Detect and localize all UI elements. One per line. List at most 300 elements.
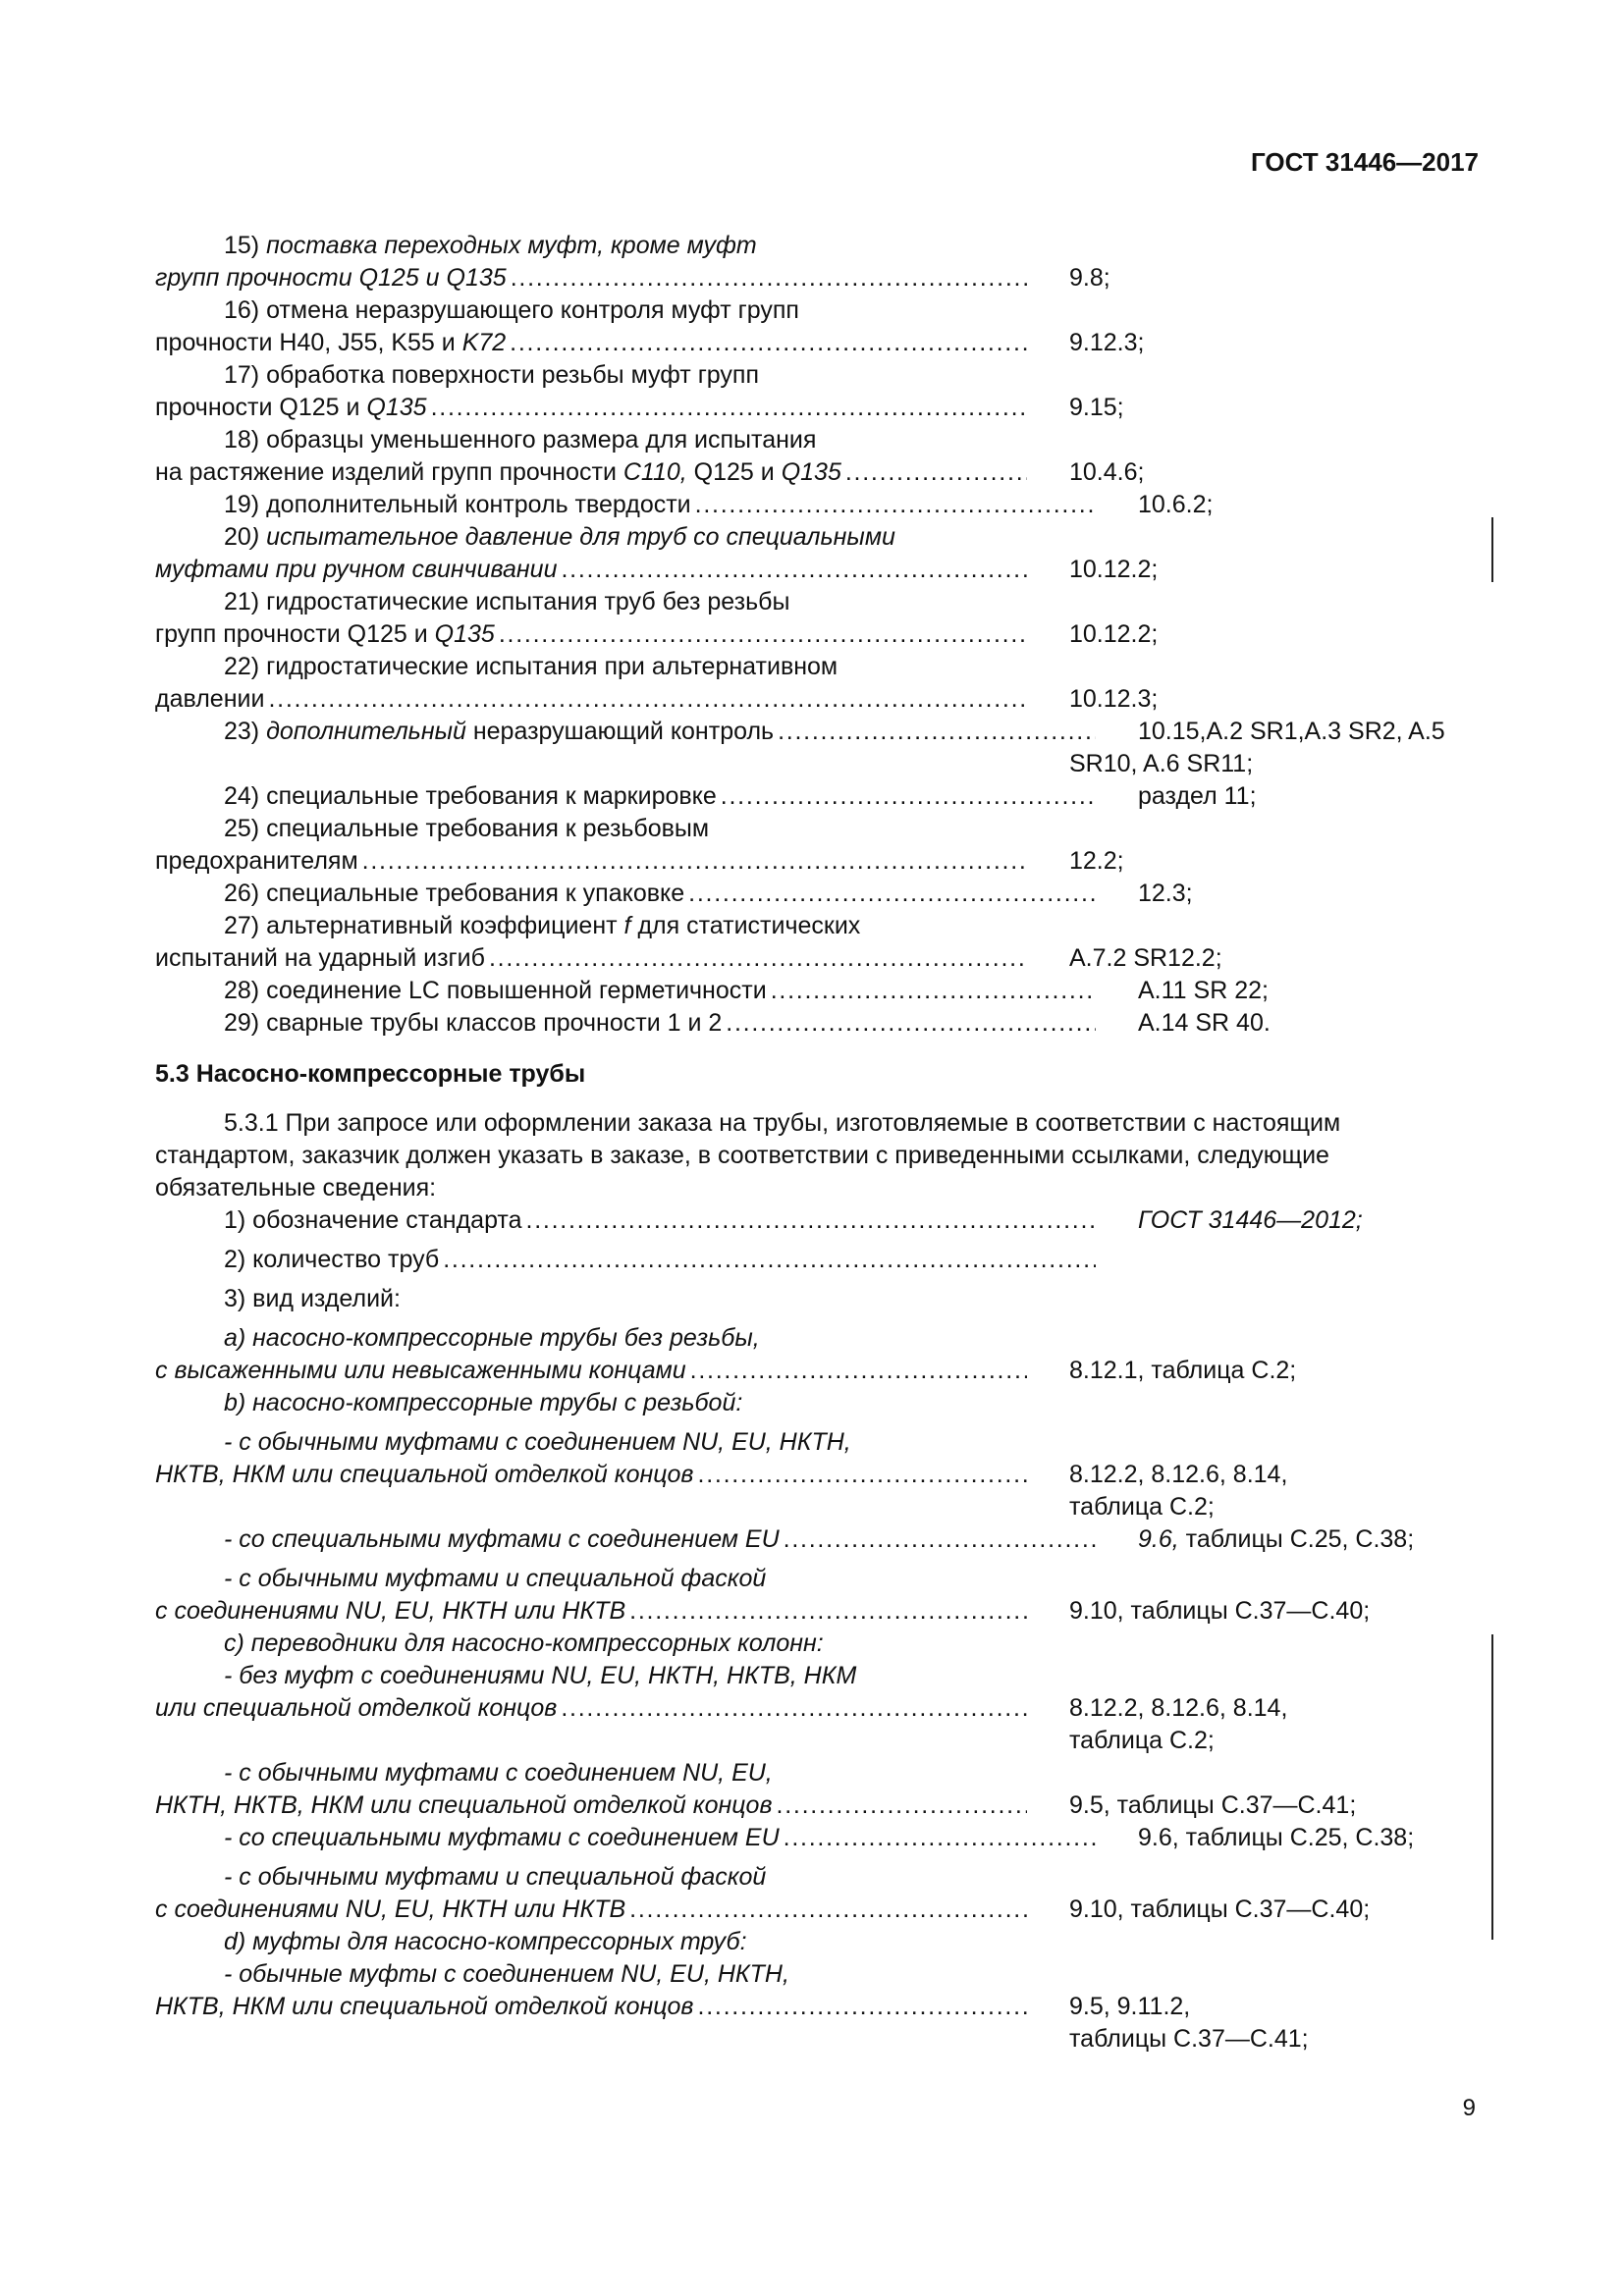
order-item [155, 359, 1481, 424]
item-reference: таблица С.2; [1069, 1493, 1215, 1521]
item-text [155, 1822, 1096, 1854]
item-reference [1138, 359, 1516, 392]
item-reference [1138, 586, 1516, 618]
item-text [155, 1991, 1027, 2023]
item-text [155, 1595, 1027, 1628]
item-text [155, 554, 1027, 586]
text-run: - с обычными муфтами с соединением NU, EU, НКТН, [224, 1428, 851, 1456]
item-label [155, 1789, 773, 1822]
text-run: НКТВ, НКМ или специальной отделкой концов [155, 1993, 694, 2020]
text-run: 2) количество труб [224, 1246, 440, 1273]
item-reference [1138, 1283, 1516, 1315]
text-run: 18) образцы уменьшенного размера для испытания [224, 426, 817, 454]
item-text [155, 910, 1096, 942]
item-line [155, 748, 1481, 780]
item-label [155, 262, 507, 294]
order-item [155, 1523, 1481, 1556]
item-line [155, 327, 1481, 359]
item-text [155, 521, 1096, 554]
order-item [155, 1283, 1481, 1315]
text-run: 1) обозначение стандарта [224, 1206, 522, 1234]
order-item [155, 1958, 1481, 2056]
text-run: 27) альтернативный коэффициент [224, 912, 624, 939]
item-label [224, 1629, 824, 1657]
item-text [155, 294, 1096, 327]
page-number: 9 [1462, 2095, 1476, 2121]
item-text [155, 1387, 1096, 1419]
item-line [155, 262, 1481, 294]
item-label [224, 780, 717, 813]
order-items-list-top [155, 230, 1481, 1040]
item-line [155, 1355, 1481, 1387]
text-run: с соединениями NU, EU, НКТН или НКТВ [155, 1896, 626, 1923]
dot-leader [510, 327, 1027, 359]
text-run: для статистических [630, 912, 861, 939]
item-reference [1138, 230, 1516, 262]
item-line [155, 230, 1481, 262]
order-item [155, 1007, 1481, 1040]
dot-leader [268, 683, 1027, 716]
order-item [155, 1628, 1481, 1660]
item-line [155, 1660, 1481, 1692]
text-run: или специальной отделкой концов [155, 1694, 558, 1722]
item-line [155, 910, 1481, 942]
text-run: 17) обработка поверхности резьбы муфт групп [224, 361, 760, 389]
item-reference: 9.12.3; [1069, 329, 1145, 356]
text-run: C110, [622, 458, 687, 486]
item-text [155, 942, 1027, 975]
text-run: 22) гидростатические испытания при альтернативном [224, 653, 839, 680]
item-line [155, 1563, 1481, 1595]
text-run: Q135 [781, 458, 841, 486]
text-run: c) переводники для насосно-компрессорных колонн: [224, 1629, 824, 1657]
item-label [224, 1244, 439, 1276]
order-item [155, 975, 1481, 1007]
item-reference: 8.12.2, 8.12.6, 8.14, [1069, 1461, 1288, 1488]
item-text [155, 1660, 1096, 1692]
text-run: с высаженными или невысаженными концами [155, 1357, 686, 1384]
item-line [155, 1244, 1481, 1276]
dot-leader [695, 489, 1096, 521]
item-text [155, 230, 1096, 262]
item-line [155, 1822, 1481, 1854]
item-label [224, 523, 895, 551]
dot-leader [777, 1789, 1028, 1822]
reference-run: таблицы С.25, С.38; [1178, 1525, 1415, 1553]
item-line [155, 1958, 1481, 1991]
item-line [155, 975, 1481, 1007]
order-item [155, 1926, 1481, 1958]
item-label [155, 618, 495, 651]
item-label [155, 554, 557, 586]
item-label [224, 426, 816, 454]
item-line [155, 1894, 1481, 1926]
item-reference [1138, 1958, 1516, 1991]
text-run: 28) соединение LC повышенной герметичности [224, 977, 767, 1004]
dot-leader [431, 392, 1027, 424]
section-intro: 5.3.1 При запросе или оформлении заказа на трубы, изготовляемые в соответствии с настоящим стандартом, заказчик должен указать в заказе, в соответствии с приведенными ссылками, следующие обязательные сведения: [155, 1109, 1341, 1201]
item-text [155, 1007, 1096, 1040]
item-text [155, 489, 1096, 521]
item-line [155, 1595, 1481, 1628]
text-run: НКТН, НКТВ, НКМ или специальной отделкой концов [155, 1791, 773, 1819]
item-reference: 9.10, таблицы С.37—С.40; [1069, 1896, 1371, 1923]
item-line [155, 586, 1481, 618]
item-label [224, 1007, 722, 1040]
item-label [224, 361, 759, 389]
reference-run: 9.6, [1138, 1525, 1179, 1553]
item-reference: 9.6, таблицы С.25, С.38; [1138, 1824, 1415, 1851]
item-reference: 12.3; [1138, 880, 1193, 907]
item-label [224, 1324, 760, 1352]
item-line [155, 521, 1481, 554]
item-reference: SR10, A.6 SR11; [1069, 750, 1254, 777]
order-item [155, 1204, 1481, 1237]
text-run: на растяжение изделий групп прочности [155, 458, 623, 486]
order-item [155, 910, 1481, 975]
item-reference: 10.12.2; [1069, 620, 1159, 648]
item-line [155, 1204, 1481, 1237]
item-reference: 9.8; [1069, 264, 1110, 292]
item-reference: A.11 SR 22; [1138, 977, 1269, 1004]
dot-leader [688, 878, 1096, 910]
dot-leader [561, 1692, 1027, 1725]
item-text [155, 813, 1096, 845]
order-item [155, 1244, 1481, 1276]
item-reference: A.7.2 SR12.2; [1069, 944, 1222, 972]
item-text [155, 748, 1027, 780]
dot-leader [771, 975, 1096, 1007]
dot-leader [629, 1595, 1027, 1628]
text-run: 25) специальные требования к резьбовым [224, 815, 710, 842]
item-line [155, 683, 1481, 716]
item-text [155, 845, 1027, 878]
item-text [155, 1355, 1027, 1387]
item-text [155, 586, 1096, 618]
dot-leader [362, 845, 1027, 878]
dot-leader [784, 1822, 1096, 1854]
item-text [155, 1692, 1027, 1725]
item-reference [1138, 1757, 1516, 1789]
item-line [155, 1491, 1481, 1523]
item-line [155, 489, 1481, 521]
item-text [155, 1861, 1096, 1894]
item-label [224, 878, 684, 910]
text-run: прочности H40, J55, K55 и [155, 329, 462, 356]
item-line [155, 1692, 1481, 1725]
order-item [155, 1861, 1481, 1926]
order-item [155, 1426, 1481, 1523]
item-reference [1138, 651, 1516, 683]
item-reference: 9.15; [1069, 394, 1124, 421]
order-item [155, 521, 1481, 586]
dot-leader [526, 1204, 1097, 1237]
item-line [155, 1926, 1481, 1958]
dot-leader [499, 618, 1027, 651]
item-reference: 8.12.2, 8.12.6, 8.14, [1069, 1694, 1288, 1722]
item-text [155, 1491, 1027, 1523]
item-label [155, 1459, 694, 1491]
dot-leader [443, 1244, 1096, 1276]
text-run: d) муфты для насосно-компрессорных труб: [224, 1928, 747, 1955]
text-run: f [623, 912, 631, 939]
item-text [155, 1628, 1096, 1660]
order-item [155, 424, 1481, 489]
dot-leader [778, 716, 1096, 748]
dot-leader [489, 942, 1027, 975]
text-run: Q135 [434, 620, 495, 648]
item-text [155, 1789, 1027, 1822]
item-reference [1138, 1387, 1516, 1419]
item-label [224, 1565, 766, 1592]
text-run: испытаний на ударный изгиб [155, 944, 485, 972]
item-reference [1138, 910, 1516, 942]
item-text [155, 1725, 1027, 1757]
item-line [155, 1628, 1481, 1660]
item-reference: раздел 11; [1138, 782, 1257, 810]
item-line [155, 1789, 1481, 1822]
dot-leader [698, 1459, 1028, 1491]
item-line [155, 359, 1481, 392]
text-run: НКТВ, НКМ или специальной отделкой концов [155, 1461, 694, 1488]
item-label [224, 1928, 747, 1955]
item-text [155, 1757, 1096, 1789]
text-run: групп прочности Q125 и [155, 620, 435, 648]
item-line [155, 942, 1481, 975]
item-text [155, 1283, 1096, 1315]
item-line [155, 392, 1481, 424]
item-line [155, 1725, 1481, 1757]
text-run: ) испытательное давление для труб со специальными [250, 523, 895, 551]
text-run: предохранителям [155, 847, 358, 875]
item-text [155, 392, 1027, 424]
item-reference: таблица С.2; [1069, 1727, 1215, 1754]
dot-leader [698, 1991, 1028, 2023]
item-label [224, 1662, 856, 1689]
item-label [224, 1863, 766, 1891]
text-run: - обычные муфты с соединением NU, EU, НКТН, [224, 1960, 789, 1988]
item-reference [1138, 521, 1516, 554]
text-run: b) насосно-компрессорные трубы с резьбой: [224, 1389, 743, 1416]
item-label [224, 1428, 851, 1456]
item-text [155, 424, 1096, 456]
order-item [155, 1387, 1481, 1419]
item-label [224, 1389, 742, 1416]
item-line [155, 1991, 1481, 2023]
item-text [155, 327, 1027, 359]
item-line [155, 845, 1481, 878]
item-label [155, 456, 841, 489]
item-line [155, 618, 1481, 651]
item-text [155, 1894, 1027, 1926]
text-run: - со специальными муфтами с соединением EU [224, 1525, 780, 1553]
item-text [155, 975, 1096, 1007]
item-reference [1138, 1628, 1516, 1660]
text-run: - со специальными муфтами с соединением EU [224, 1824, 780, 1851]
item-line [155, 1861, 1481, 1894]
text-run: 15) [224, 232, 267, 259]
item-line [155, 780, 1481, 813]
item-reference [1138, 1426, 1516, 1459]
text-run: - с обычными муфтами с соединением NU, EU, [224, 1759, 773, 1787]
item-line [155, 813, 1481, 845]
document-body [155, 230, 1481, 2056]
order-item [155, 716, 1481, 780]
item-reference: 10.12.2; [1069, 556, 1159, 583]
item-label [224, 489, 691, 521]
dot-leader [629, 1894, 1027, 1926]
document-id: ГОСТ 31446—2017 [1251, 147, 1479, 177]
order-item [155, 294, 1481, 359]
item-label [155, 1595, 625, 1628]
item-reference: 12.2; [1069, 847, 1124, 875]
item-text [155, 1204, 1096, 1237]
text-run: прочности Q125 и [155, 394, 367, 421]
item-text [155, 618, 1027, 651]
item-label [224, 653, 838, 680]
item-line [155, 456, 1481, 489]
dot-leader [784, 1523, 1096, 1556]
item-reference [1138, 1563, 1516, 1595]
order-item [155, 813, 1481, 878]
item-reference [1138, 1322, 1516, 1355]
order-item [155, 230, 1481, 294]
item-label [224, 296, 799, 324]
item-reference [1138, 1244, 1516, 1276]
item-line [155, 294, 1481, 327]
item-label [224, 1822, 780, 1854]
dot-leader [561, 554, 1027, 586]
order-item [155, 489, 1481, 521]
item-line [155, 651, 1481, 683]
item-text [155, 1322, 1096, 1355]
text-run: K72 [461, 329, 507, 356]
text-run: муфтами при ручном свинчивании [155, 556, 558, 583]
item-reference: 9.5, 9.11.2, [1069, 1993, 1191, 2020]
text-run: 23) [224, 718, 267, 745]
item-text [155, 651, 1096, 683]
item-text [155, 1523, 1096, 1556]
text-run: - без муфт с соединениями NU, EU, НКТН, НКТВ, НКМ [224, 1662, 857, 1689]
text-run: 29) сварные трубы классов прочности 1 и 2 [224, 1009, 723, 1037]
item-reference: таблицы С.37—С.41; [1069, 2025, 1309, 2053]
order-item [155, 1563, 1481, 1628]
text-run: 20 [224, 523, 251, 551]
text-run: поставка переходных муфт, кроме муфт [266, 232, 757, 259]
item-line [155, 1007, 1481, 1040]
item-label [224, 232, 757, 259]
text-run: - с обычными муфтами и специальной фаской [224, 1863, 767, 1891]
item-label [155, 1355, 686, 1387]
item-reference [1138, 1861, 1516, 1894]
item-reference: A.14 SR 40. [1138, 1009, 1271, 1037]
text-run: a) насосно-компрессорные трубы без резьбы, [224, 1324, 760, 1352]
dot-leader [726, 1007, 1096, 1040]
item-text [155, 1563, 1096, 1595]
item-text [155, 456, 1027, 489]
item-text [155, 1459, 1027, 1491]
item-line [155, 1387, 1481, 1419]
order-item [155, 1660, 1481, 1757]
item-label [224, 588, 789, 615]
item-reference [1138, 1660, 1516, 1692]
item-label [224, 815, 709, 842]
text-run: групп прочности Q125 и Q135 [155, 264, 507, 292]
text-run: давлении [155, 685, 265, 713]
item-reference: 10.15,A.2 SR1,A.3 SR2, A.5 [1138, 718, 1445, 745]
text-run: Q135 [366, 394, 427, 421]
item-label [224, 1523, 780, 1556]
text-run: 24) специальные требования к маркировке [224, 782, 717, 810]
text-run: 19) дополнительный контроль твердости [224, 491, 691, 518]
text-run: Q125 и [686, 458, 782, 486]
item-label [155, 1991, 694, 2023]
order-items-list-bottom [155, 1204, 1481, 2056]
item-label [224, 975, 767, 1007]
item-line [155, 1322, 1481, 1355]
order-item [155, 651, 1481, 716]
item-line [155, 2023, 1481, 2056]
item-reference: 8.12.1, таблица С.2; [1069, 1357, 1297, 1384]
text-run: 3) вид изделий: [224, 1285, 401, 1312]
item-line [155, 1459, 1481, 1491]
dot-leader [511, 262, 1027, 294]
section-title: 5.3 Насосно-компрессорные трубы [155, 1060, 586, 1088]
item-label [155, 392, 427, 424]
dot-leader [845, 456, 1027, 489]
item-label [224, 1960, 789, 1988]
item-text [155, 359, 1096, 392]
item-reference: 10.4.6; [1069, 458, 1145, 486]
item-reference: 10.6.2; [1138, 491, 1214, 518]
dot-leader [690, 1355, 1027, 1387]
item-label [155, 683, 264, 716]
item-text [155, 1926, 1096, 1958]
item-line [155, 716, 1481, 748]
item-label [224, 716, 774, 748]
order-item [155, 1322, 1481, 1387]
order-item [155, 780, 1481, 813]
item-label [155, 845, 358, 878]
item-label [224, 1204, 522, 1237]
item-reference [1138, 813, 1516, 845]
item-line [155, 554, 1481, 586]
item-line [155, 1426, 1481, 1459]
item-label [155, 942, 485, 975]
item-label [224, 1285, 401, 1312]
item-reference: 9.10, таблицы С.37—С.40; [1069, 1597, 1371, 1625]
item-label [155, 1894, 625, 1926]
item-reference: ГОСТ 31446—2012; [1138, 1206, 1363, 1234]
item-text [155, 1244, 1096, 1276]
item-reference: 9.5, таблицы С.37—С.41; [1069, 1791, 1357, 1819]
order-item [155, 1822, 1481, 1854]
item-line [155, 1523, 1481, 1556]
text-run: - с обычными муфтами и специальной фаской [224, 1565, 767, 1592]
item-line [155, 1283, 1481, 1315]
item-reference [1138, 294, 1516, 327]
item-label [224, 1759, 773, 1787]
item-text [155, 1426, 1096, 1459]
text-run: дополнительный [266, 718, 466, 745]
order-item [155, 586, 1481, 651]
order-item [155, 878, 1481, 910]
text-run: 16) отмена неразрушающего контроля муфт групп [224, 296, 799, 324]
item-text [155, 2023, 1027, 2056]
text-run: с соединениями NU, EU, НКТН или НКТВ [155, 1597, 626, 1625]
item-reference [1138, 1926, 1516, 1958]
item-text [155, 780, 1096, 813]
